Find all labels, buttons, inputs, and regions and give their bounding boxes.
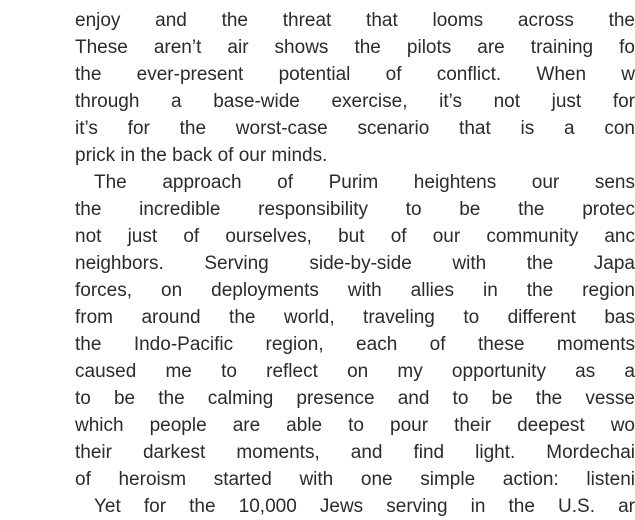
paragraph-line: enjoy and the threat that looms across the	[75, 10, 635, 31]
paragraph-line: through a base-wide exercise, it’s not just for	[75, 91, 635, 112]
paragraph-line: The approach of Purim heightens our sens	[94, 172, 635, 193]
paragraph-line: which people are able to pour their deepest wo	[75, 415, 635, 436]
paragraph-line: to be the calming presence and to be the vesse	[75, 388, 635, 409]
paragraph-line: prick in the back of our minds.	[75, 145, 328, 166]
paragraph-line: their darkest moments, and find light. Mordechai	[75, 442, 635, 463]
paragraph-line: it’s for the worst-case scenario that is a con	[75, 118, 635, 139]
paragraph-line: the Indo-Pacific region, each of these moments	[75, 334, 635, 355]
paragraph-line: Yet for the 10,000 Jews serving in the U.S. ar	[94, 496, 635, 517]
paragraph-line: not just of ourselves, but of our community anc	[75, 226, 635, 247]
paragraph-line: neighbors. Serving side-by-side with the Japa	[75, 253, 635, 274]
paragraph-line: forces, on deployments with allies in the region	[75, 280, 635, 301]
paragraph-line: caused me to reflect on my opportunity as a	[75, 361, 635, 382]
paragraph-line: the ever-present potential of conflict. When w	[75, 64, 635, 85]
paragraph-line: of heroism started with one simple action: listeni	[75, 469, 635, 490]
paragraph-line: from around the world, traveling to different bas	[75, 307, 635, 328]
paragraph-line: the incredible responsibility to be the protec	[75, 199, 635, 220]
paragraph-line: These aren’t air shows the pilots are training fo	[75, 37, 635, 58]
